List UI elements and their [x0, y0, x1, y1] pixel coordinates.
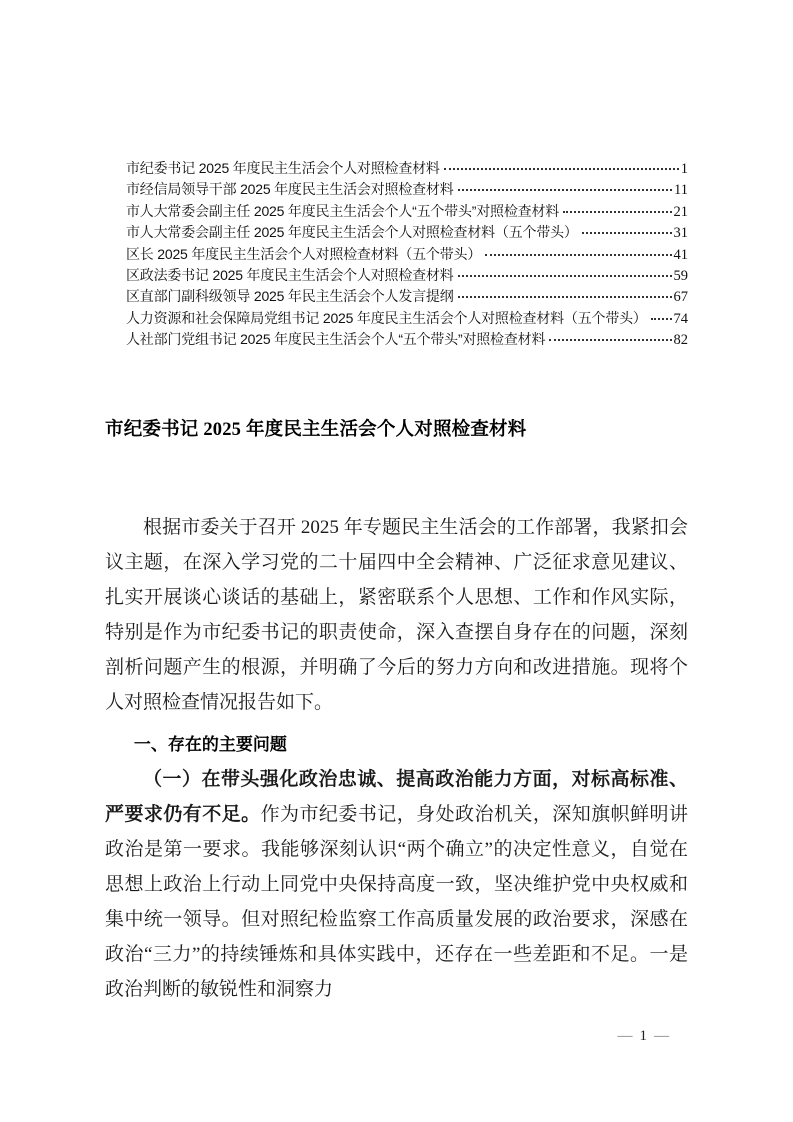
- toc-entry-title: 市纪委书记 2025 年度民主生活会个人对照检查材料: [126, 160, 440, 176]
- toc-entry-page-number: 31: [673, 225, 688, 242]
- toc-entry[interactable]: [126, 308, 688, 329]
- toc-dot-leader: [444, 168, 679, 170]
- toc-entry-title: 区政法委书记 2025 年度民主生活会个人对照检查材料: [126, 266, 454, 283]
- toc-entry-page-number: 74: [673, 310, 688, 327]
- toc-entry-title: 区直部门副科级领导 2025 年民主生活会个人发言提纲: [126, 288, 454, 305]
- toc-entry[interactable]: [126, 244, 688, 265]
- document-title: 市纪委书记 2025 年度民主生活会个人对照检查材料: [105, 420, 527, 440]
- toc-entry[interactable]: [126, 222, 688, 243]
- footer-page-numeral: 1: [639, 1028, 648, 1044]
- toc-entry-page-number: 1: [680, 161, 688, 177]
- toc-dot-leader: [458, 275, 672, 277]
- toc-entry[interactable]: [126, 286, 688, 307]
- document-body: [105, 510, 688, 1007]
- toc-entry-page-number: 41: [673, 246, 688, 263]
- toc-dot-leader: [485, 254, 671, 256]
- toc-entry-title: 人社部门党组书记 2025 年度民主生活会个人“五个带头”对照检查材料: [126, 331, 546, 348]
- toc-dot-leader: [458, 189, 673, 191]
- toc-entry[interactable]: [126, 158, 688, 179]
- toc-entry-page-number: 21: [673, 203, 688, 220]
- toc-entry-page-number: 82: [673, 332, 688, 349]
- toc-entry[interactable]: [126, 265, 688, 286]
- toc-dot-leader: [563, 211, 671, 213]
- toc-dot-leader: [582, 232, 672, 234]
- section-heading: 一、存在的主要问题: [133, 735, 287, 754]
- toc-entry-title: 人力资源和社会保障局党组书记 2025 年度民主生活会个人对照检查材料（五个带头）: [126, 309, 647, 326]
- toc-entry-page-number: 59: [673, 267, 688, 284]
- toc-dot-leader: [458, 296, 672, 298]
- toc-entry-title: 市人大常委会副主任 2025 年度民主生活会个人“五个带头”对照检查材料: [126, 202, 560, 219]
- toc-entry[interactable]: [126, 179, 688, 200]
- toc-dot-leader: [651, 318, 672, 320]
- footer-left-dash: —: [617, 1028, 634, 1044]
- toc-dot-leader: [549, 339, 671, 341]
- footer-page-number: [618, 1026, 671, 1046]
- table-of-contents: [126, 158, 688, 351]
- toc-entry[interactable]: [126, 201, 688, 222]
- intro-paragraph: 根据市委关于召开 2025 年专题民主生活会的工作部署，我紧扣会议主题，在深入学习党的二十届四中全会精神、广泛征求意见建议、扎实开展谈心谈话的基础上，紧密联系个人思想、工作和作风实际，特别是作为市纪委书记的职责使命，深入查摆自身存在的问题，深刻剖析问题产生的根源，并明确了今后的努力方向和改进措施。现将个人对照检查情况报告如下。: [105, 517, 688, 713]
- item-1-paragraph: [105, 762, 688, 1007]
- toc-entry-page-number: 11: [674, 182, 688, 199]
- toc-entry[interactable]: [126, 329, 688, 350]
- toc-entry-title: 区长 2025 年度民主生活会个人对照检查材料（五个带头）: [126, 245, 482, 262]
- footer-right-dash: —: [654, 1028, 670, 1044]
- toc-entry-page-number: 67: [673, 289, 688, 306]
- item-1-body-text: 作为市纪委书记，身处政治机关，深知旗帜鲜明讲政治是第一要求。我能够深刻认识“两个确立”的决定性意义，自觉在思想上政治上行动上同党中央保持高度一致，坚决维护党中央权威和集中统一领导。但对照纪检监察工作高质量发展的政治要求，深感在政治“三力”的持续锤炼和具体实践中，还存在一些差距和不足。一是政治判断的敏锐性和洞察力: [105, 804, 688, 1000]
- toc-entry-title: 市经信局领导干部 2025 年度民主生活会对照检查材料: [126, 181, 454, 198]
- item-1-lead-sentence: （一）在带头强化政治忠诚、提高政治能力方面，对标高标准、严要求仍有不足。: [105, 769, 688, 825]
- toc-entry-title: 市人大常委会副主任 2025 年度民主生活会个人对照检查材料（五个带头）: [126, 224, 578, 241]
